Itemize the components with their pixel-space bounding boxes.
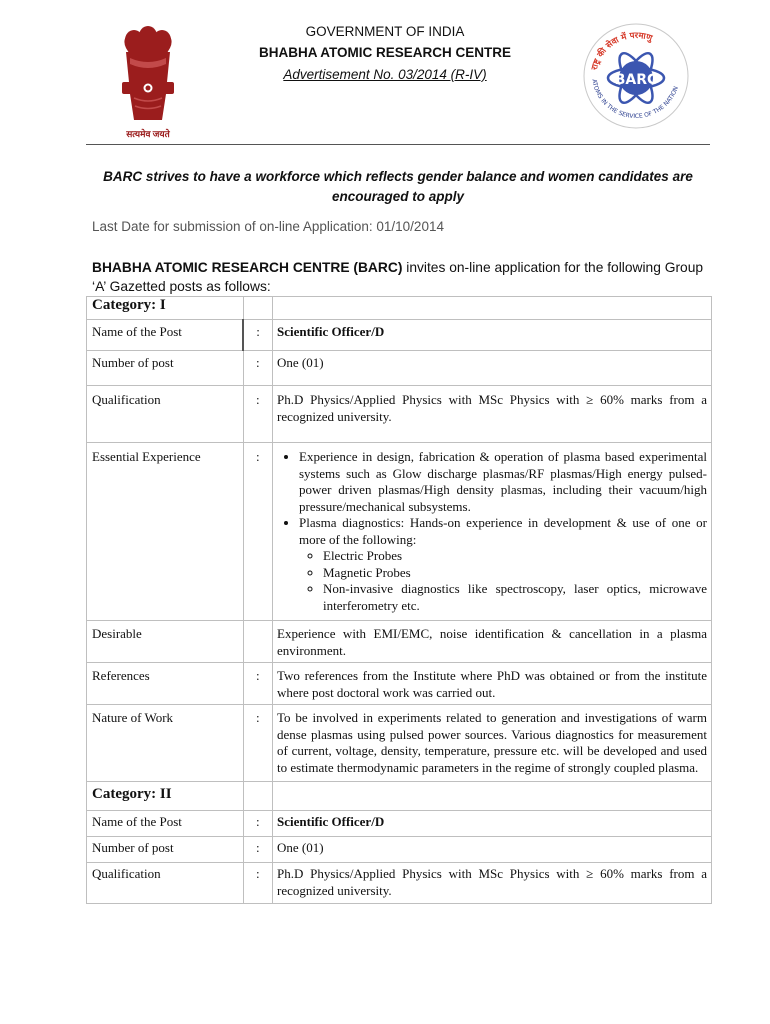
row-separator: :	[243, 386, 273, 443]
essential-experience-value	[273, 443, 712, 621]
barc-logo-text: BARC	[614, 72, 658, 88]
table-row	[87, 782, 712, 811]
emblem-caption: सत्यमेव जयते	[126, 129, 170, 139]
list-item: • Experience in design, fabrication & operation of plasma based experimental systems such as Glow discharge plasmas/RF plasmas/High energy pulsed-power driven plasmas/High density plasmas, including their vacuum/high pressure/mechanical subsystems.	[299, 449, 707, 515]
row-separator: :	[243, 443, 273, 621]
row-label: Name of the Post	[87, 320, 244, 351]
svg-text:राष्ट्र की सेवा में परमाणु: राष्ट्र की सेवा में परमाणु	[589, 30, 654, 72]
government-title: GOVERNMENT OF INDIA	[305, 24, 465, 39]
post-name-value: Scientific Officer/D	[273, 320, 712, 351]
document-header	[0, 0, 770, 150]
row-separator: :	[243, 663, 273, 705]
intro-text: invites on-line application for the following Group ‘A’ Gazetted posts as follows:	[92, 260, 704, 294]
qualification-value: Ph.D Physics/Applied Physics with MSc Physics with ≥ 60% marks from a recognized university.	[273, 386, 712, 443]
list-item: ◦ Non-invasive diagnostics like spectroscopy, laser optics, microwave interferometry etc.	[323, 581, 707, 614]
category-1-title: Category: I	[87, 297, 244, 320]
intro-organization: BHABHA ATOMIC RESEARCH CENTRE (BARC)	[92, 260, 403, 275]
row-separator: :	[243, 837, 273, 863]
table-row	[87, 811, 712, 837]
posts-table	[86, 296, 712, 904]
last-date-line: Last Date for submission of on-line Application: 01/10/2014	[92, 219, 444, 234]
national-emblem-icon	[108, 22, 188, 142]
table-row	[87, 386, 712, 443]
intro-paragraph	[92, 258, 712, 296]
diagnostics-list	[299, 548, 707, 614]
row-label: Number of post	[87, 837, 244, 863]
row-label: Name of the Post	[87, 811, 244, 837]
row-separator: :	[243, 705, 273, 782]
desirable-value: Experience with EMI/EMC, noise identification & cancellation in a plasma environment.	[273, 621, 712, 663]
svg-text:ATOMS IN THE SERVICE OF THE NA: ATOMS IN THE SERVICE OF THE NATION	[590, 78, 680, 121]
row-label: Desirable	[87, 621, 244, 663]
gender-balance-note: BARC strives to have a workforce which reflects gender balance and women candidates are encouraged to apply	[103, 169, 693, 204]
row-label: Essential Experience	[87, 443, 244, 621]
table-row	[87, 863, 712, 904]
row-separator: :	[243, 351, 273, 386]
number-of-post-value: One (01)	[273, 351, 712, 386]
advertisement-number: Advertisement No. 03/2014 (R-IV)	[283, 67, 487, 82]
qualification-value: Ph.D Physics/Applied Physics with MSc Physics with ≥ 60% marks from a recognized university.	[273, 863, 712, 904]
list-item: ◦ Electric Probes	[323, 548, 707, 565]
row-label: Qualification	[87, 863, 244, 904]
table-row	[87, 320, 712, 351]
post-name-value: Scientific Officer/D	[273, 811, 712, 837]
organization-title: BHABHA ATOMIC RESEARCH CENTRE	[258, 45, 511, 60]
table-row	[87, 351, 712, 386]
row-label: References	[87, 663, 244, 705]
barc-logo-icon	[580, 20, 692, 132]
table-row	[87, 443, 712, 621]
references-value: Two references from the Institute where PhD was obtained or from the institute where post doctoral work was carried out.	[273, 663, 712, 705]
row-separator: :	[243, 811, 273, 837]
row-label: Nature of Work	[87, 705, 244, 782]
table-row	[87, 621, 712, 663]
table-row	[87, 297, 712, 320]
category-2-title: Category: II	[87, 782, 244, 811]
row-label: Number of post	[87, 351, 244, 386]
list-item: • Plasma diagnostics: Hands-on experience in development & use of one or more of the following: ◦ Electric Probes ◦ Magnetic Probes ◦ Non-invasive diagnostics like spectroscopy, laser optics, microwave interferometry etc.	[299, 515, 707, 614]
row-separator: :	[243, 320, 273, 351]
experience-list	[277, 449, 707, 614]
nature-of-work-value: To be involved in experiments related to generation and investigations of warm dense plasmas using pulsed power sources. Various diagnostics for measurement of current, voltage, density, temperature, pressure etc. will be developed and used to estimate thermodynamic parameters in the regime of strongly coupled plasma.	[273, 705, 712, 782]
row-label: Qualification	[87, 386, 244, 443]
table-row	[87, 663, 712, 705]
number-of-post-value: One (01)	[273, 837, 712, 863]
table-row	[87, 837, 712, 863]
header-divider	[86, 144, 710, 145]
list-item: ◦ Magnetic Probes	[323, 565, 707, 582]
table-row	[87, 705, 712, 782]
row-separator: :	[243, 863, 273, 904]
